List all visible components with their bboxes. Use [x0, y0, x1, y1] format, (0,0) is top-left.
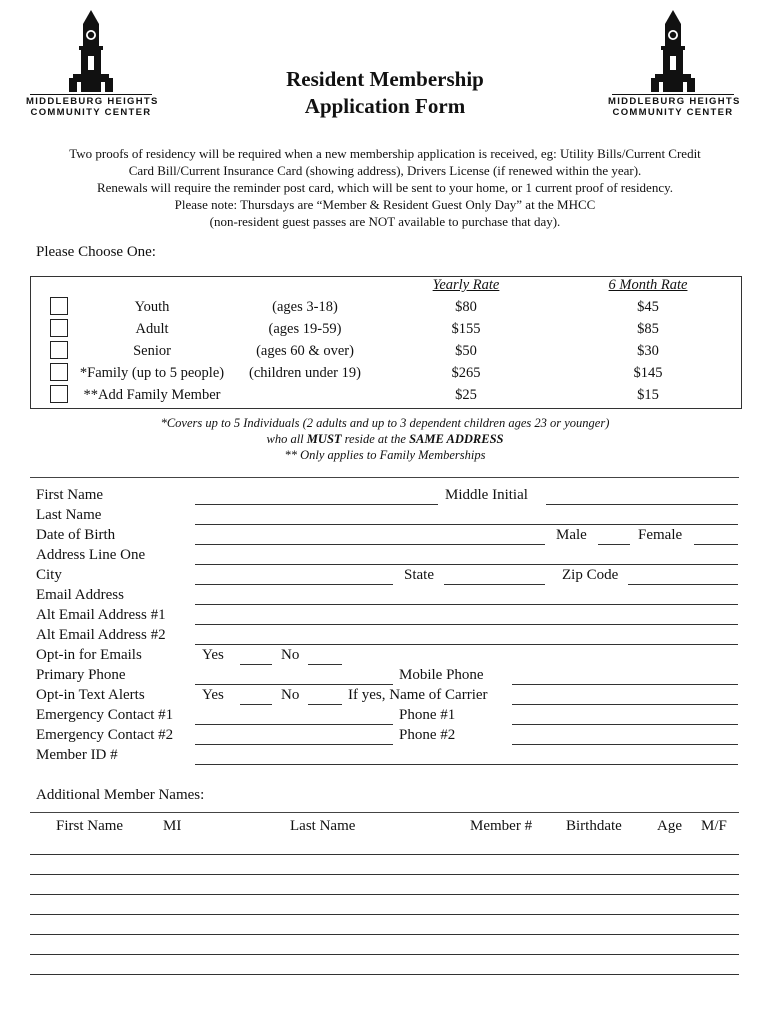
- note-text: who all: [266, 432, 307, 446]
- male-label: Male: [556, 527, 587, 543]
- mobile-phone-label: Mobile Phone: [399, 667, 484, 683]
- additional-member-row[interactable]: [30, 914, 739, 915]
- membership-ages: (children under 19): [249, 365, 361, 381]
- date-of-birth-field[interactable]: [195, 544, 545, 545]
- member-id-field[interactable]: [195, 764, 738, 765]
- carrier-field[interactable]: [512, 704, 738, 705]
- same-address-note: [0, 431, 770, 447]
- phone-2-field[interactable]: [512, 744, 738, 745]
- logo-org-line2: COMMUNITY CENTER: [612, 107, 734, 118]
- membership-type: *Family (up to 5 people): [79, 365, 225, 381]
- membership-type: Senior: [133, 343, 171, 359]
- alt-email-1-field[interactable]: [195, 624, 738, 625]
- membership-ages: (ages 60 & over): [256, 343, 354, 359]
- phone-1-field[interactable]: [512, 724, 738, 725]
- opt-in-emails-no-field[interactable]: [308, 664, 342, 665]
- zip-code-label: Zip Code: [562, 567, 619, 583]
- note-text: reside at the: [341, 432, 410, 446]
- additional-member-row[interactable]: [30, 954, 739, 955]
- intro-line3: Renewals will require the reminder post card, which will be sent to your home, or 1 current proof of residency.: [96, 180, 674, 195]
- intro-line2: Card Bill/Current Insurance Card (showing address), Drivers License (if renewed within the year).: [128, 163, 642, 178]
- last-name-field[interactable]: [195, 524, 738, 525]
- alt-email-2-field[interactable]: [195, 644, 738, 645]
- female-label: Female: [638, 527, 683, 543]
- city-label: City: [36, 567, 62, 583]
- intro-line1: Two proofs of residency will be required when a new membership application is received, eg: Utility Bills/Current Credit: [69, 146, 701, 161]
- yearly-rate: $25: [455, 387, 477, 403]
- member-id-label: Member ID #: [36, 747, 118, 763]
- membership-type: Youth: [134, 299, 170, 315]
- mobile-phone-field[interactable]: [512, 684, 738, 685]
- email-address-label: Email Address: [36, 587, 124, 603]
- phone-1-label: Phone #1: [399, 707, 456, 723]
- six-month-rate: $30: [637, 343, 659, 359]
- form-title-line1: Resident Membership: [286, 67, 484, 91]
- logo-org-line2: COMMUNITY CENTER: [30, 107, 152, 118]
- zip-code-field[interactable]: [628, 584, 738, 585]
- last-name-label: Last Name: [36, 507, 102, 523]
- first-name-label: First Name: [36, 487, 104, 503]
- opt-in-text-no-field[interactable]: [308, 704, 342, 705]
- first-name-field[interactable]: [195, 504, 438, 505]
- female-field[interactable]: [694, 544, 738, 545]
- choose-one-label: Please Choose One:: [36, 244, 156, 260]
- opt-in-text-no-label: No: [281, 687, 300, 703]
- note-emphasis: MUST: [306, 432, 342, 446]
- additional-member-row[interactable]: [30, 934, 739, 935]
- additional-member-row[interactable]: [30, 974, 739, 975]
- six-month-rate: $145: [633, 365, 663, 381]
- additional-member-row[interactable]: [30, 894, 739, 895]
- form-title-line2: Application Form: [304, 94, 466, 118]
- primary-phone-field[interactable]: [195, 684, 393, 685]
- carrier-label: If yes, Name of Carrier: [348, 687, 488, 703]
- additional-members-top-rule: [30, 812, 739, 813]
- yearly-rate: $265: [451, 365, 481, 381]
- opt-in-emails-yes-label: Yes: [202, 647, 224, 663]
- additional-member-row[interactable]: [30, 854, 739, 855]
- opt-in-text-yes-field[interactable]: [240, 704, 272, 705]
- yearly-rate-header: Yearly Rate: [432, 277, 500, 293]
- membership-type: **Add Family Member: [83, 387, 221, 403]
- col-birthdate: Birthdate: [566, 818, 622, 834]
- additional-members-label: Additional Member Names:: [36, 787, 205, 803]
- middle-initial-field[interactable]: [546, 504, 738, 505]
- six-month-rate: $15: [637, 387, 659, 403]
- opt-in-emails-yes-field[interactable]: [240, 664, 272, 665]
- col-member-number: Member #: [470, 818, 533, 834]
- section-divider: [30, 477, 739, 478]
- emergency-contact-2-label: Emergency Contact #2: [36, 727, 174, 743]
- opt-in-text-alerts-label: Opt-in Text Alerts: [36, 687, 145, 703]
- yearly-rate: $155: [451, 321, 481, 337]
- middle-initial-label: Middle Initial: [445, 487, 528, 503]
- primary-phone-label: Primary Phone: [36, 667, 126, 683]
- alt-email-2-label: Alt Email Address #2: [36, 627, 166, 643]
- state-field[interactable]: [444, 584, 545, 585]
- intro-line5: (non-resident guest passes are NOT available to purchase that day).: [209, 214, 561, 229]
- col-last-name: Last Name: [290, 818, 356, 834]
- male-field[interactable]: [598, 544, 630, 545]
- col-age: Age: [657, 818, 682, 834]
- intro-line4: Please note: Thursdays are “Member & Resident Guest Only Day” at the MHCC: [174, 197, 596, 212]
- opt-in-emails-label: Opt-in for Emails: [36, 647, 142, 663]
- state-label: State: [404, 567, 434, 583]
- address-line-one-field[interactable]: [195, 564, 738, 565]
- membership-ages: (ages 3-18): [272, 299, 338, 315]
- yearly-rate: $80: [455, 299, 477, 315]
- add-member-note: ** Only applies to Family Memberships: [284, 448, 486, 462]
- city-field[interactable]: [195, 584, 393, 585]
- opt-in-text-yes-label: Yes: [202, 687, 224, 703]
- emergency-contact-1-field[interactable]: [195, 724, 393, 725]
- six-month-rate: $85: [637, 321, 659, 337]
- col-mi: MI: [163, 818, 182, 834]
- emergency-contact-1-label: Emergency Contact #1: [36, 707, 174, 723]
- additional-member-row[interactable]: [30, 874, 739, 875]
- note-emphasis: SAME ADDRESS: [409, 432, 504, 446]
- six-month-rate-header: 6 Month Rate: [608, 277, 688, 293]
- yearly-rate: $50: [455, 343, 477, 359]
- phone-2-label: Phone #2: [399, 727, 456, 743]
- membership-ages: (ages 19-59): [268, 321, 342, 337]
- email-address-field[interactable]: [195, 604, 738, 605]
- col-first-name: First Name: [56, 818, 124, 834]
- col-mf: M/F: [701, 818, 727, 834]
- six-month-rate: $45: [637, 299, 659, 315]
- membership-type: Adult: [135, 321, 169, 337]
- alt-email-1-label: Alt Email Address #1: [36, 607, 166, 623]
- family-note: *Covers up to 5 Individuals (2 adults and up to 3 dependent children ages 23 or younger): [160, 416, 610, 430]
- logo-org-line1: MIDDLEBURG HEIGHTS: [608, 96, 741, 107]
- address-line-one-label: Address Line One: [36, 547, 146, 563]
- opt-in-emails-no-label: No: [281, 647, 300, 663]
- logo-org-line1: MIDDLEBURG HEIGHTS: [26, 96, 159, 107]
- date-of-birth-label: Date of Birth: [36, 527, 116, 543]
- emergency-contact-2-field[interactable]: [195, 744, 393, 745]
